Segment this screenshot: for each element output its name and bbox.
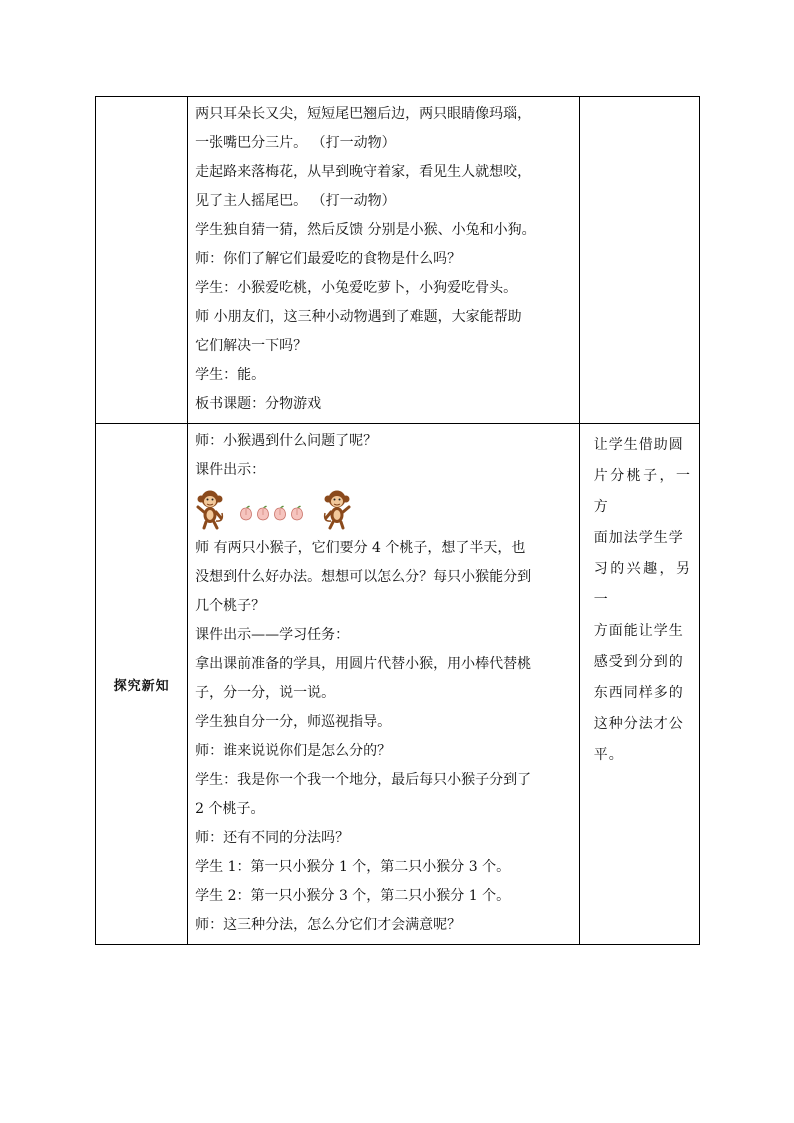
- table-row-intro: [96, 97, 700, 424]
- text-line: 走起路来落梅花，从早到晚守着家，看见生人就想咬，: [195, 164, 532, 180]
- note-line: 习的兴趣，另一: [593, 561, 691, 608]
- intro-content-cell: [188, 97, 580, 424]
- note-line: 东西同样多的: [593, 685, 684, 701]
- peach-icon: [239, 505, 253, 521]
- text-line: 子，分一分，说一说。: [195, 685, 336, 701]
- text-line: 学生独自猜一猜，然后反馈 分别是小猴、小兔和小狗。: [195, 222, 536, 238]
- peach-row: [239, 497, 304, 521]
- text-line: 学生：能。: [195, 367, 266, 383]
- text-line: 一张嘴巴分三片。 （打一动物）: [195, 135, 396, 151]
- explore-content: [188, 424, 579, 944]
- lesson-plan-table: [95, 96, 700, 945]
- text-line: 学生独自分一分，师巡视指导。: [195, 714, 392, 730]
- intro-note-cell: [579, 97, 699, 424]
- text-line: 几个桃子？: [195, 598, 266, 614]
- note-line: 方面能让学生: [593, 623, 684, 639]
- text-line: 见了主人摇尾巴。 （打一动物）: [195, 193, 396, 209]
- teaching-note: [580, 424, 699, 771]
- explore-content-cell: [188, 424, 580, 945]
- explore-lines-after: [195, 534, 573, 940]
- note-line: 这种分法才公: [593, 716, 684, 732]
- peach-icon: [290, 505, 304, 521]
- text-line: 师 小朋友们，这三种小动物遇到了难题，大家能帮助: [195, 309, 522, 325]
- text-line: 学生 2：第一只小猴分 3 个，第二只小猴分 1 个。: [195, 888, 511, 904]
- explore-label-cell: [96, 424, 188, 945]
- text-line: 师：小猴遇到什么问题了呢？: [195, 433, 378, 449]
- note-line: 片分桃子，一方: [593, 468, 691, 515]
- text-line: 它们解决一下吗？: [195, 338, 308, 354]
- monkeys-peaches-illustration: [195, 486, 573, 532]
- text-line: 师：还有不同的分法吗？: [195, 830, 350, 846]
- section-label: 探究新知: [113, 678, 170, 694]
- explore-lines-before: [195, 427, 573, 485]
- text-line: 师 有两只小猴子，它们要分 4 个桃子，想了半天，也: [195, 540, 526, 556]
- explore-note-cell: [579, 424, 699, 945]
- monkey-icon: [322, 488, 352, 530]
- note-line: 面加法学生学: [593, 530, 684, 546]
- text-line: 没想到什么好办法。想想可以怎么分？每只小猴能分到: [195, 569, 532, 585]
- text-line: 课件出示——学习任务：: [195, 627, 350, 643]
- text-line: 师：你们了解它们最爱吃的食物是什么吗？: [195, 251, 462, 267]
- text-line: 拿出课前准备的学具，用圆片代替小猴，用小棒代替桃: [195, 656, 532, 672]
- text-line: 师：谁来说说你们是怎么分的？: [195, 743, 392, 759]
- text-line: 学生：小猴爱吃桃，小兔爱吃萝卜，小狗爱吃骨头。: [195, 280, 518, 296]
- intro-content: [188, 97, 579, 423]
- text-line: 2 个桃子。: [195, 801, 265, 817]
- text-line: 板书课题：分物游戏: [195, 396, 322, 412]
- peach-icon: [256, 505, 270, 521]
- text-line: 学生 1：第一只小猴分 1 个，第二只小猴分 3 个。: [195, 859, 511, 875]
- text-line: 学生：我是你一个我一个地分，最后每只小猴子分到了: [195, 772, 532, 788]
- note-line: 让学生借助圆: [593, 437, 684, 453]
- note-line: 感受到分到的: [593, 654, 684, 670]
- monkey-icon: [195, 488, 225, 530]
- intro-label-cell: [96, 97, 188, 424]
- text-line: 师：这三种分法，怎么分它们才会满意呢？: [195, 917, 462, 933]
- text-line: 课件出示：: [195, 462, 266, 478]
- table-row-explore: [96, 424, 700, 945]
- note-line: 平。: [593, 747, 624, 763]
- text-line: 两只耳朵长又尖，短短尾巴翘后边，两只眼睛像玛瑙，: [195, 106, 532, 122]
- peach-icon: [273, 505, 287, 521]
